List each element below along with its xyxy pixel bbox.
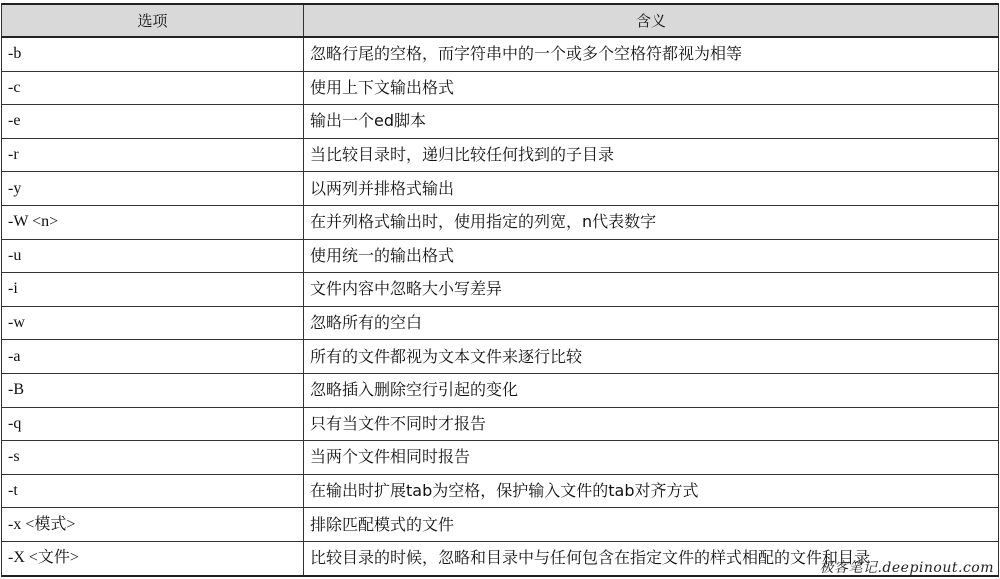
table-row (2, 239, 999, 273)
meaning-cell: 以两列并排格式输出 (304, 172, 999, 206)
table-row (2, 205, 999, 239)
table-row (2, 474, 999, 508)
table-row (2, 407, 999, 441)
option-cell: -W <n> (2, 205, 304, 239)
meaning-cell: 在并列格式输出时，使用指定的列宽，n代表数字 (304, 205, 999, 239)
meaning-cell: 比较目录的时候，忽略和目录中与任何包含在指定文件的样式相配的文件和目录 (304, 541, 999, 575)
table-row (2, 508, 999, 542)
meaning-cell: 忽略插入删除空行引起的变化 (304, 373, 999, 407)
meaning-cell: 文件内容中忽略大小写差异 (304, 273, 999, 307)
table-row (2, 71, 999, 105)
watermark: 极客笔记.deepinout.com (819, 560, 994, 576)
table-row (2, 373, 999, 407)
meaning-cell: 当比较目录时，递归比较任何找到的子目录 (304, 138, 999, 172)
meaning-cell: 忽略所有的空白 (304, 306, 999, 340)
option-cell: -X <文件> (2, 541, 304, 575)
table-row (2, 37, 999, 71)
option-cell: -a (2, 340, 304, 374)
meaning-cell: 当两个文件相同时报告 (304, 441, 999, 475)
table-body (2, 37, 999, 576)
meaning-cell: 忽略行尾的空格，而字符串中的一个或多个空格符都视为相等 (304, 37, 999, 71)
option-cell: -t (2, 474, 304, 508)
option-cell: -w (2, 306, 304, 340)
options-table (1, 3, 999, 577)
meaning-cell: 输出一个ed脚本 (304, 105, 999, 139)
meaning-cell: 排除匹配模式的文件 (304, 508, 999, 542)
option-cell: -B (2, 373, 304, 407)
option-cell: -r (2, 138, 304, 172)
option-cell: -i (2, 273, 304, 307)
option-cell: -y (2, 172, 304, 206)
header-meaning: 含义 (304, 4, 999, 37)
option-cell: -e (2, 105, 304, 139)
table-row (2, 105, 999, 139)
meaning-cell: 使用统一的输出格式 (304, 239, 999, 273)
meaning-cell: 在输出时扩展tab为空格，保护输入文件的tab对齐方式 (304, 474, 999, 508)
table-row (2, 306, 999, 340)
option-cell: -b (2, 37, 304, 71)
table-row (2, 273, 999, 307)
meaning-cell: 使用上下文输出格式 (304, 71, 999, 105)
table-row (2, 172, 999, 206)
header-option: 选项 (2, 4, 304, 37)
meaning-cell: 所有的文件都视为文本文件来逐行比较 (304, 340, 999, 374)
option-cell: -s (2, 441, 304, 475)
meaning-cell: 只有当文件不同时才报告 (304, 407, 999, 441)
table-row (2, 340, 999, 374)
table-row (2, 138, 999, 172)
table-row (2, 441, 999, 475)
table-header-row (2, 4, 999, 37)
option-cell: -c (2, 71, 304, 105)
option-cell: -x <模式> (2, 508, 304, 542)
option-cell: -u (2, 239, 304, 273)
option-cell: -q (2, 407, 304, 441)
